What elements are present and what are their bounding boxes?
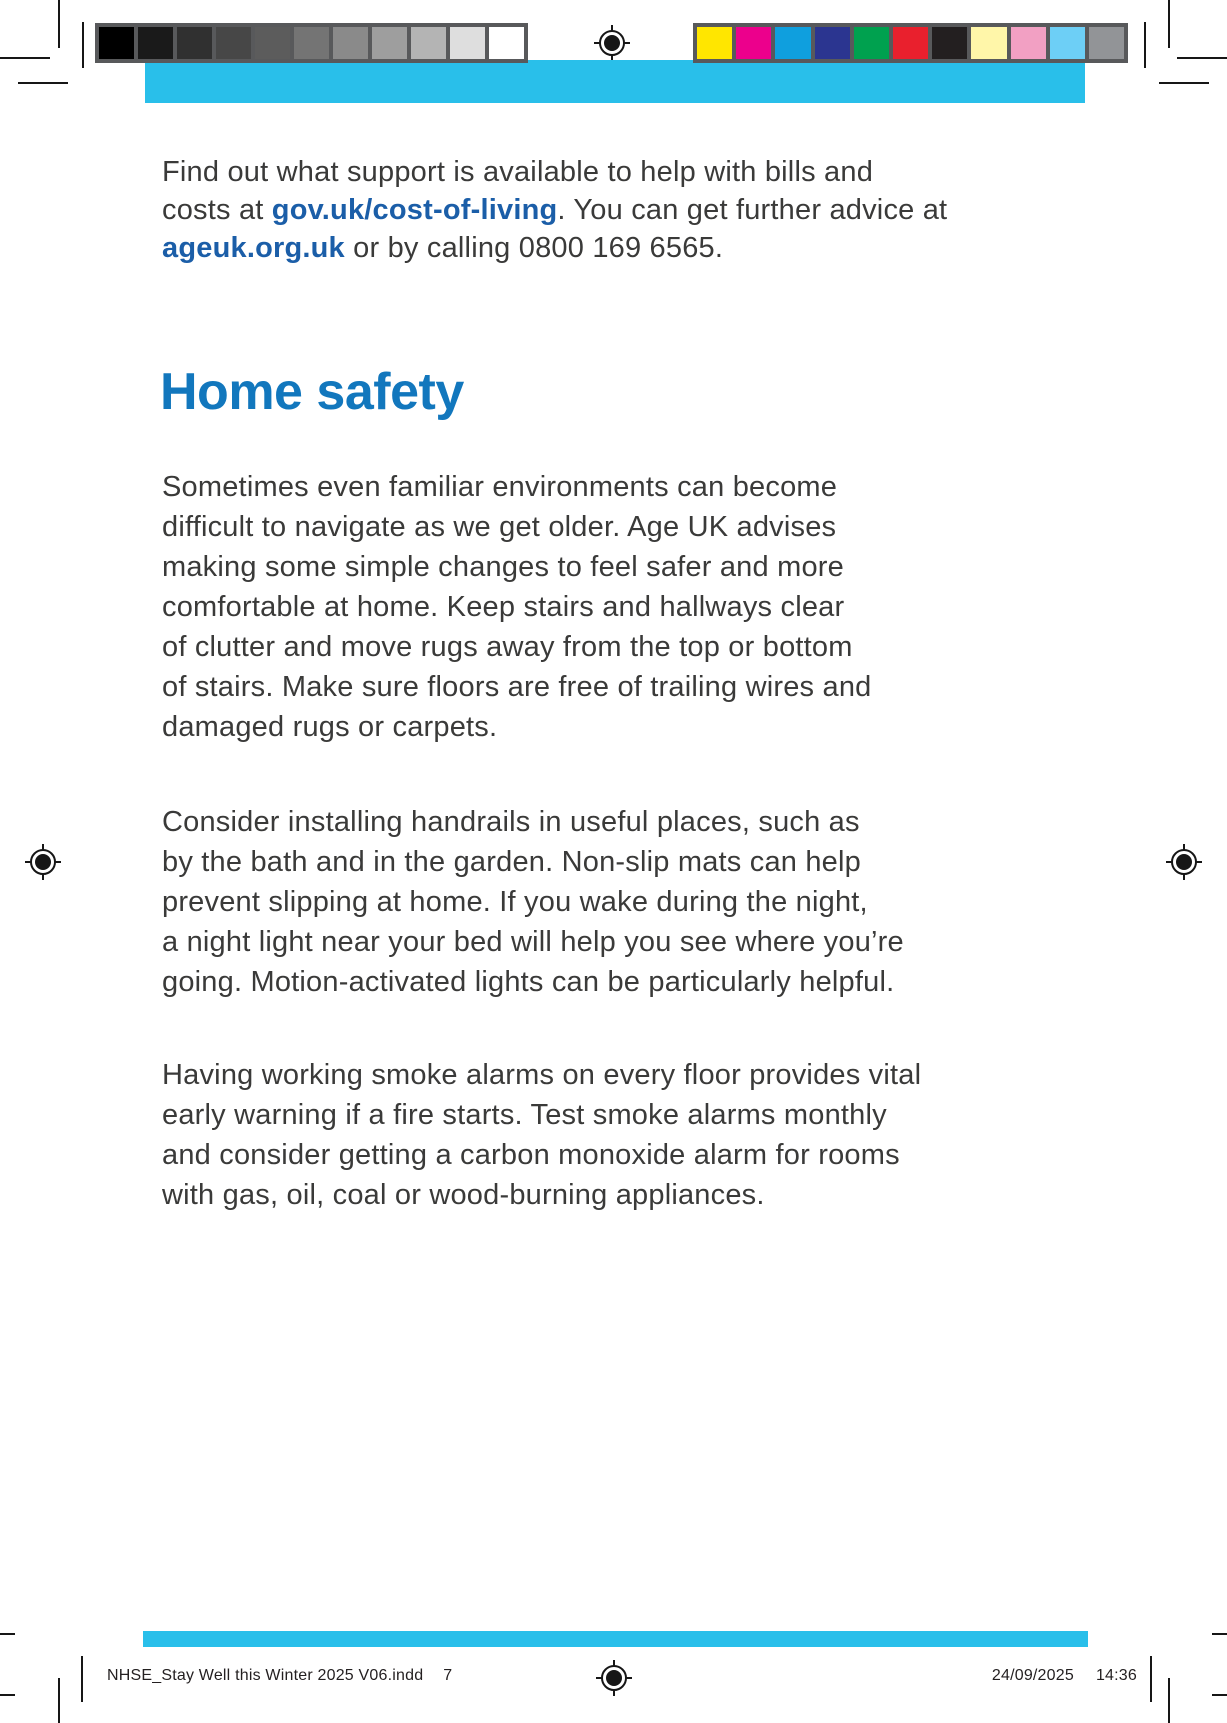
text-line: and consider getting a carbon monoxide alarm for rooms (162, 1139, 900, 1171)
grayscale-calibration-bar (95, 23, 528, 63)
text-line: by the bath and in the garden. Non-slip mats can help (162, 846, 861, 878)
bleed-mark (82, 22, 84, 68)
intro-text: Find out what support is available to help with bills and (162, 156, 874, 188)
text-line: a night light near your bed will help you see where you’re (162, 926, 904, 958)
color-swatch (450, 27, 485, 59)
text-line: prevent slipping at home. If you wake during the night, (162, 886, 868, 918)
color-swatch (294, 27, 329, 59)
bottom-banner-band (143, 1631, 1088, 1647)
text-line: going. Motion-activated lights can be particularly helpful. (162, 966, 895, 998)
text-line: with gas, oil, coal or wood-burning appliances. (162, 1179, 765, 1211)
color-swatch (99, 27, 134, 59)
footer-time: 14:36 (1095, 1667, 1137, 1684)
registration-mark-icon (1166, 844, 1202, 880)
text-line: Sometimes even familiar environments can become (162, 471, 838, 503)
bleed-mark (18, 82, 68, 84)
registration-mark-icon (594, 25, 630, 61)
text-line: of stairs. Make sure floors are free of trailing wires and (162, 671, 872, 703)
color-calibration-bar (693, 23, 1128, 63)
ageuk-link[interactable]: ageuk.org.uk (162, 232, 345, 264)
color-swatch (697, 27, 732, 59)
bleed-mark (0, 1633, 15, 1635)
crop-mark (1168, 0, 1170, 48)
crop-mark (58, 0, 60, 48)
color-swatch (775, 27, 810, 59)
crop-mark (0, 57, 50, 59)
cost-of-living-link[interactable]: gov.uk/cost-of-living (271, 194, 558, 226)
crop-mark (58, 1678, 60, 1723)
intro-text: . You can get further advice at (557, 194, 948, 226)
color-swatch (1050, 27, 1085, 59)
crop-mark (1168, 1678, 1170, 1723)
page-title: Home safety (160, 363, 464, 421)
color-swatch (736, 27, 771, 59)
bleed-mark (81, 1656, 83, 1702)
intro-text: or by calling 0800 169 6565. (344, 232, 724, 264)
text-line: damaged rugs or carpets. (162, 711, 498, 743)
text-line: comfortable at home. Keep stairs and hallways clear (162, 591, 845, 623)
text-line: early warning if a fire starts. Test smoke alarms monthly (162, 1099, 887, 1131)
color-swatch (255, 27, 290, 59)
crop-mark (1177, 57, 1227, 59)
paragraph-handrails (162, 802, 904, 1002)
color-swatch (138, 27, 173, 59)
footer-filename: NHSE_Stay Well this Winter 2025 V06.indd (107, 1667, 424, 1684)
footer-file-info (107, 1667, 452, 1685)
color-swatch (854, 27, 889, 59)
crop-mark (0, 1694, 15, 1696)
text-line: difficult to navigate as we get older. Age UK advises (162, 511, 837, 543)
color-swatch (815, 27, 850, 59)
color-swatch (333, 27, 368, 59)
registration-mark-icon (25, 844, 61, 880)
color-swatch (372, 27, 407, 59)
color-swatch (489, 27, 524, 59)
color-swatch (932, 27, 967, 59)
color-swatch (177, 27, 212, 59)
footer-date: 24/09/2025 (991, 1667, 1074, 1684)
text-line: of clutter and move rugs away from the top or bottom (162, 631, 853, 663)
text-line: Consider installing handrails in useful places, such as (162, 806, 860, 838)
intro-line (162, 229, 947, 267)
bleed-mark (1212, 1633, 1227, 1635)
color-swatch (1011, 27, 1046, 59)
text-line: making some simple changes to feel safer and more (162, 551, 844, 583)
bleed-mark (1159, 82, 1209, 84)
paragraph-environments (162, 467, 872, 747)
intro-text: costs at (162, 194, 272, 226)
crop-mark (1212, 1694, 1227, 1696)
footer-timestamp (992, 1667, 1137, 1685)
bleed-mark (1150, 1656, 1152, 1702)
color-swatch (893, 27, 928, 59)
bleed-mark (1144, 22, 1146, 68)
paragraph-smoke-alarms (162, 1055, 921, 1215)
intro-line (162, 153, 947, 191)
registration-mark-icon (596, 1660, 632, 1696)
top-banner-band (145, 60, 1085, 103)
text-line: Having working smoke alarms on every floor provides vital (162, 1059, 922, 1091)
intro-paragraph (162, 153, 947, 267)
color-swatch (411, 27, 446, 59)
footer-page-number: 7 (443, 1667, 453, 1684)
color-swatch (1089, 27, 1124, 59)
intro-line (162, 191, 947, 229)
color-swatch (971, 27, 1006, 59)
color-swatch (216, 27, 251, 59)
